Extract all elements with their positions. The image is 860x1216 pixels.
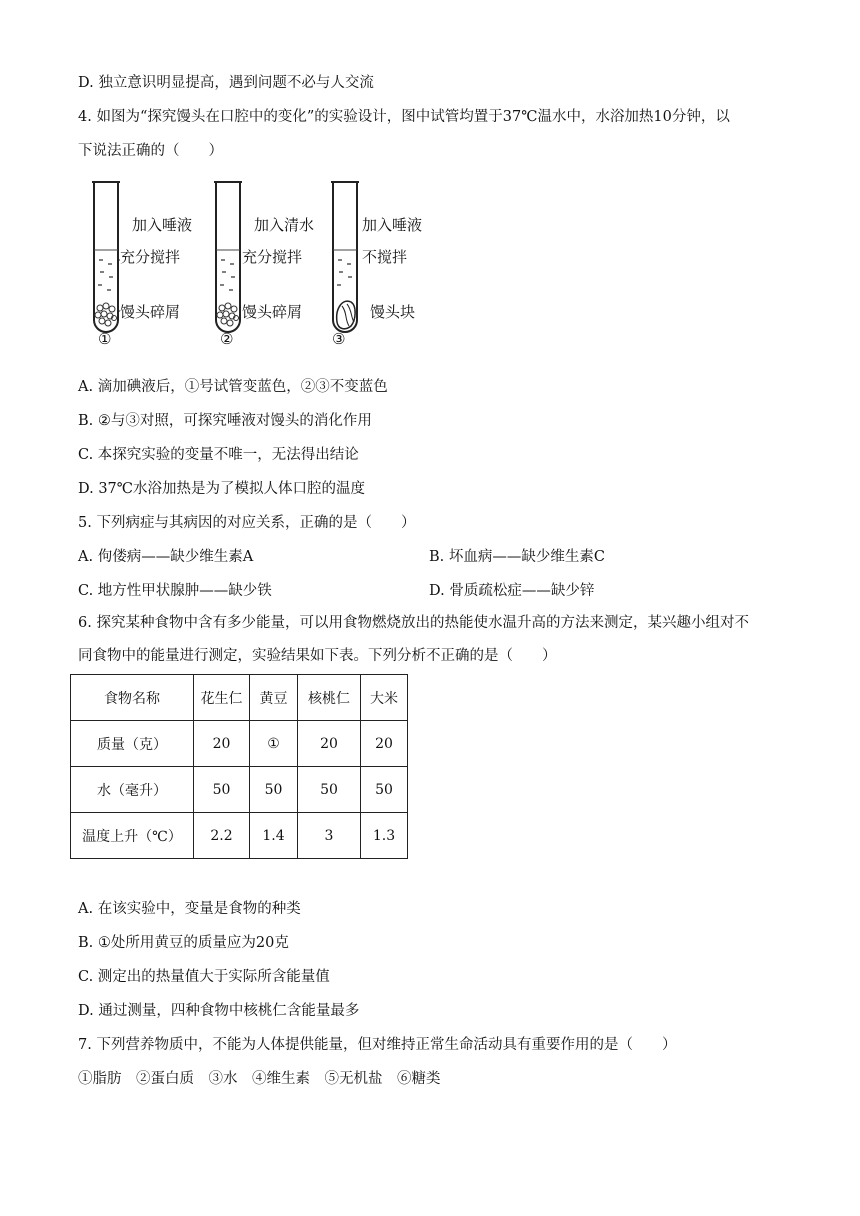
q7-stem: 7. 下列营养物质中，不能为人体提供能量，但对维持正常生命活动具有重要作用的是（ ） [78,1037,677,1053]
table-cell: 20 [361,721,408,767]
q6-stem-line-2: 同食物中的能量进行测定，实验结果如下表。下列分析不正确的是（ ） [78,648,557,664]
q6-option-d: D. 通过测量，四种食物中核桃仁含能量最多 [78,1003,360,1019]
tube-1-label-bottom: 馒头碎屑 [120,303,181,321]
table-cell: 质量（克） [71,721,194,767]
table-header-row [71,675,408,721]
q5-stem: 5. 下列病症与其病因的对应关系，正确的是（ ） [78,515,416,531]
tube-1-number: ① [98,330,112,348]
q4-stem-line-1: 4. 如图为“探究馒头在口腔中的变化”的实验设计，图中试管均置于37℃温水中，水浴加热10分钟，以 [78,109,730,125]
table-row [71,767,408,813]
table-cell: 20 [298,721,361,767]
q4-option-d: D. 37℃水浴加热是为了模拟人体口腔的温度 [78,481,365,497]
table-cell: 1.3 [361,813,408,859]
tube-2-label-bottom: 馒头碎屑 [242,303,303,321]
tube-2-number: ② [220,330,234,348]
q6-option-c: C. 测定出的热量值大于实际所含能量值 [78,969,330,985]
table-row [71,721,408,767]
table-header-cell: 花生仁 [194,675,250,721]
q6-option-a: A. 在该实验中，变量是食物的种类 [78,901,301,917]
q7-options: ①脂肪 ②蛋白质 ③水 ④维生素 ⑤无机盐 ⑥糖类 [78,1071,441,1087]
q4-option-a: A. 滴加碘液后，①号试管变蓝色，②③不变蓝色 [78,379,388,395]
tube-1-label-mid: 充分搅拌 [120,248,181,266]
table-cell: 50 [298,767,361,813]
table-cell: 2.2 [194,813,250,859]
table-row [71,813,408,859]
tube-2-label-top: 加入清水 [254,216,315,234]
table-cell: ① [250,721,298,767]
tube-2-label-mid: 充分搅拌 [242,248,303,266]
q5-option-c: C. 地方性甲状腺肿——缺少铁 [78,583,272,599]
table-header-cell: 核桃仁 [298,675,361,721]
q4-stem-line-2: 下说法正确的（ ） [78,143,223,159]
q5-option-a: A. 佝偻病——缺少维生素A [78,549,254,565]
test-tube-3 [325,180,365,340]
tube-3-label-bottom: 馒头块 [370,303,416,321]
table-cell: 水（毫升） [71,767,194,813]
q5-option-d: D. 骨质疏松症——缺少锌 [429,583,595,599]
tube-3-label-top: 加入唾液 [362,216,423,234]
table-header-cell: 食物名称 [71,675,194,721]
q3-option-d: D. 独立意识明显提高，遇到问题不必与人交流 [78,75,374,91]
tube-3-number: ③ [332,330,346,348]
table-cell: 3 [298,813,361,859]
table-cell: 20 [194,721,250,767]
q5-option-b: B. 坏血病——缺少维生素C [429,549,605,565]
table-cell: 50 [361,767,408,813]
q6-stem-line-1: 6. 探究某种食物中含有多少能量，可以用食物燃烧放出的热能使水温升高的方法来测定，某兴趣小组对不 [78,615,749,631]
q6-option-b: B. ①处所用黄豆的质量应为20克 [78,935,289,951]
table-header-cell: 黄豆 [250,675,298,721]
q4-option-c: C. 本探究实验的变量不唯一，无法得出结论 [78,447,359,463]
table-cell: 50 [194,767,250,813]
tube-1-pointers [118,250,128,320]
tube-3-label-mid: 不搅拌 [362,248,408,266]
q4-option-b: B. ②与③对照，可探究唾液对馒头的消化作用 [78,413,372,429]
tube-1-label-top: 加入唾液 [132,216,193,234]
food-energy-table [70,674,408,859]
table-cell: 温度上升（℃） [71,813,194,859]
table-cell: 1.4 [250,813,298,859]
table-header-cell: 大米 [361,675,408,721]
table-cell: 50 [250,767,298,813]
